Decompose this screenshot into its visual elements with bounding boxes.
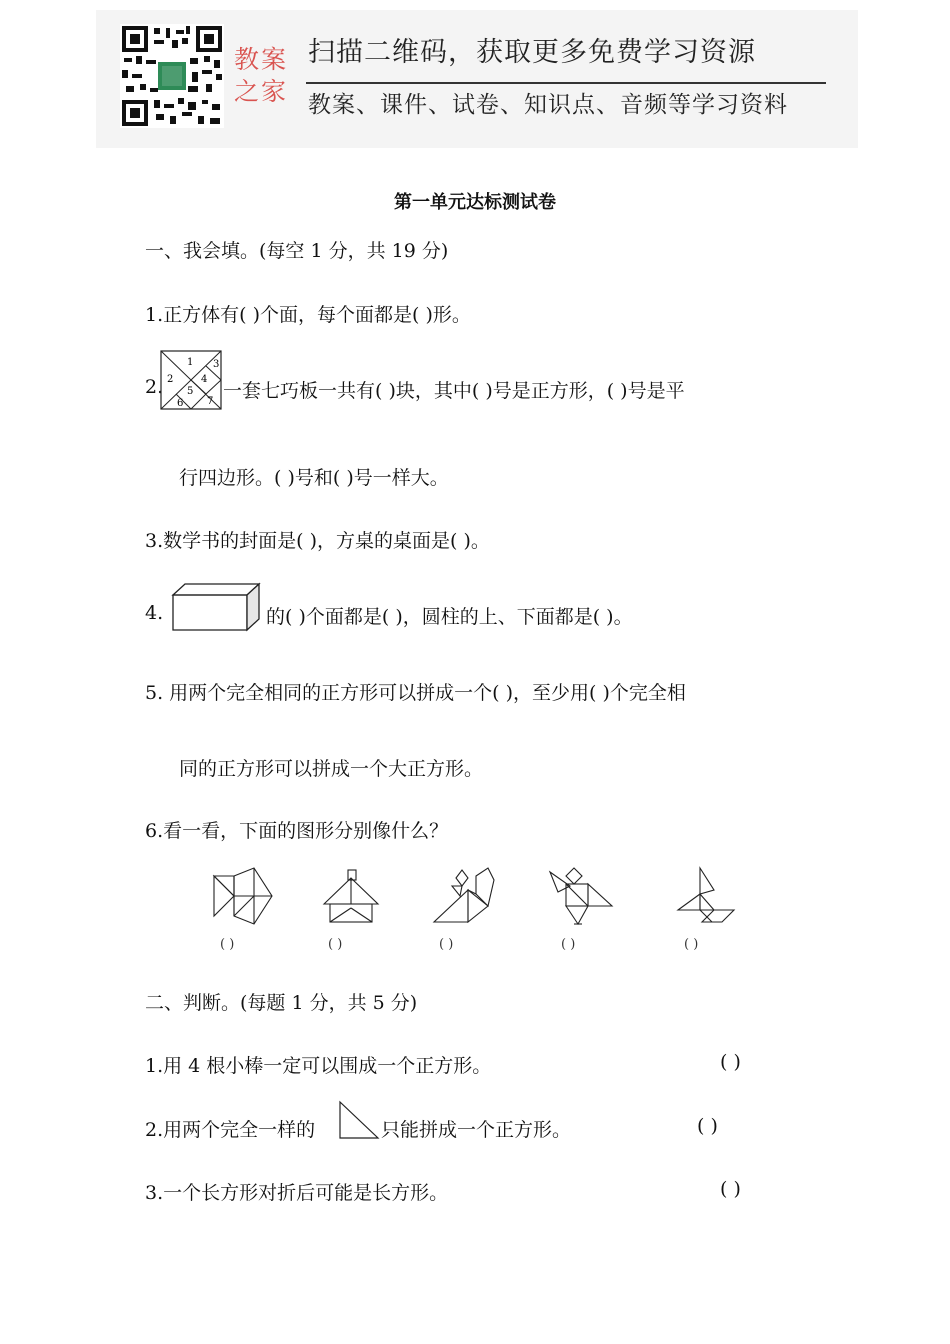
question-1-6: 6.看一看，下面的图形分别像什么？ <box>145 820 449 842</box>
judge-answer-3[interactable]: ( ) <box>720 1178 741 1200</box>
question-1-4-number: 4. <box>145 602 164 624</box>
tangram-label-3: 3 <box>213 359 220 370</box>
judge-question-1: 1.用 4 根小棒一定可以围成一个正方形。 <box>145 1055 492 1077</box>
boat-figure-icon <box>676 866 736 928</box>
answer-blank-2[interactable]: ( ) <box>328 937 343 952</box>
question-1-2-number: 2. <box>145 376 164 398</box>
page-title: 第一单元达标测试卷 <box>394 192 556 213</box>
tangram-square-diagram <box>160 350 222 410</box>
question-1-2-line1: 一套七巧板一共有( )块，其中( )号是正方形，( )号是平 <box>223 380 685 402</box>
judge-question-3: 3.一个长方形对折后可能是长方形。 <box>145 1182 449 1204</box>
question-1-3: 3.数学书的封面是( )，方桌的桌面是( )。 <box>145 530 490 552</box>
cuboid-icon <box>171 583 261 633</box>
tangram-label-6: 6 <box>177 398 184 409</box>
right-triangle-icon <box>338 1100 380 1140</box>
answer-blank-5[interactable]: ( ) <box>684 937 699 952</box>
tangram-label-1: 1 <box>187 357 194 368</box>
answer-blank-3[interactable]: ( ) <box>439 937 454 952</box>
judge-question-2-part1: 2.用两个完全一样的 <box>145 1119 316 1141</box>
question-1-5-line2: 同的正方形可以拼成一个大正方形。 <box>179 758 484 780</box>
bird-figure-icon <box>548 866 614 928</box>
banner-divider <box>306 82 826 84</box>
fish-figure-icon <box>212 866 274 926</box>
section1-heading: 一、我会填。(每空 1 分，共 19 分) <box>145 240 449 262</box>
squirrel-figure-icon <box>432 866 496 926</box>
logo-text: 教案之家 <box>234 45 289 106</box>
answer-blank-1[interactable]: ( ) <box>220 937 235 952</box>
judge-question-2-part2: 只能拼成一个正方形。 <box>381 1119 572 1141</box>
judge-answer-1[interactable]: ( ) <box>720 1051 741 1073</box>
tangram-label-4: 4 <box>201 374 208 385</box>
tangram-label-2: 2 <box>167 374 174 385</box>
section2-heading: 二、判断。(每题 1 分，共 5 分) <box>145 992 418 1014</box>
question-1-4-text: 的( )个面都是( )，圆柱的上、下面都是( )。 <box>266 606 633 628</box>
question-1-5-line1: 5. 用两个完全相同的正方形可以拼成一个( )，至少用( )个完全相 <box>145 682 686 704</box>
answer-blank-4[interactable]: ( ) <box>561 937 576 952</box>
judge-answer-2[interactable]: ( ) <box>697 1115 718 1137</box>
question-1-1: 1.正方体有( )个面，每个面都是( )形。 <box>145 304 471 326</box>
house-figure-icon <box>322 868 380 924</box>
qr-code-icon <box>120 24 224 128</box>
banner-headline: 扫描二维码，获取更多免费学习资源 <box>308 37 756 68</box>
tangram-label-5: 5 <box>187 386 194 397</box>
banner-subline: 教案、课件、试卷、知识点、音频等学习资料 <box>308 92 788 118</box>
question-1-2-line2: 行四边形。( )号和( )号一样大。 <box>179 467 449 489</box>
tangram-label-7: 7 <box>207 396 214 407</box>
